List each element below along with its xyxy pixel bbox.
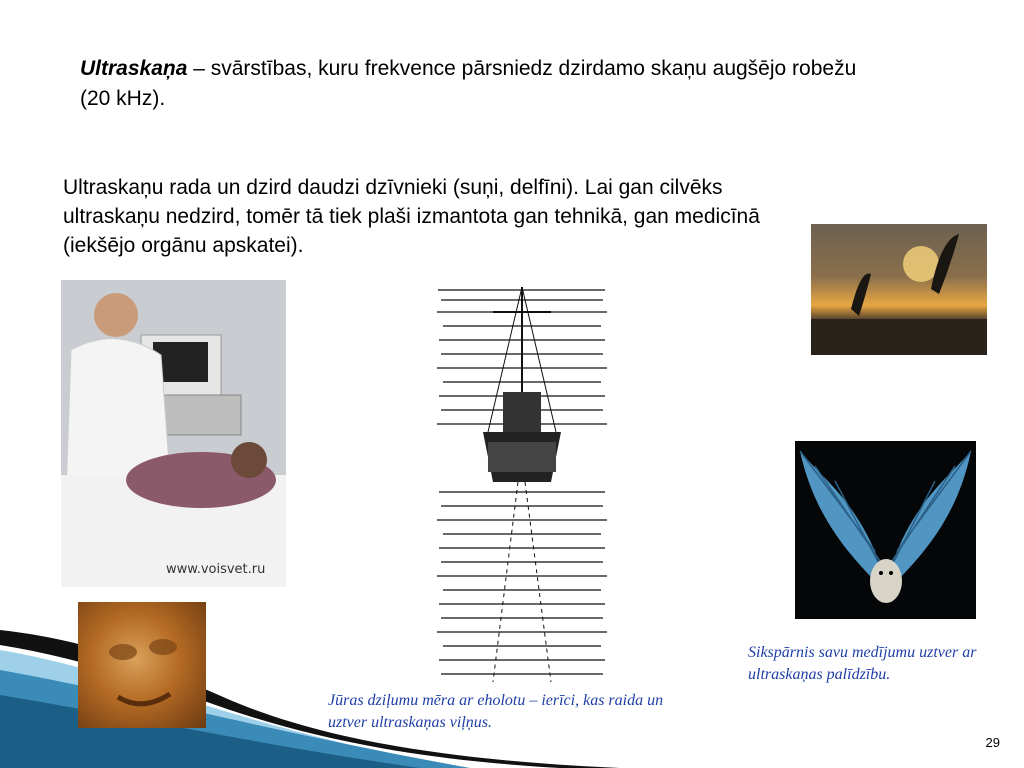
term: Ultraskaņa <box>80 57 188 80</box>
watermark-text: www.voisvet.ru <box>166 562 266 577</box>
page-number: 29 <box>985 735 1000 750</box>
bat-caption: Sikspārnis savu medījumu uztver ar ultraskaņas palīdzību. <box>748 644 977 683</box>
dolphins-photo <box>811 224 987 355</box>
main-paragraph: Ultraskaņu rada un dzird daudzi dzīvnieki (suņi, delfīni). Lai gan cilvēks ultraskaņu nedzird, tomēr tā tiek plaši izmantota gan tehnikā, gan medicīnā (iekšējo orgānu apskatei). <box>63 176 760 257</box>
ship-caption: Jūras dziļumu mēra ar eholotu – ierīci, kas raida un uztver ultraskaņas viļņus. <box>328 692 664 731</box>
definition: – svārstības, kuru frekvence pārsniedz dzirdamo skaņu augšējo robežu (20 kHz). <box>80 57 857 110</box>
fetal-ultrasound-image <box>78 602 206 728</box>
bat-photo <box>795 441 976 619</box>
ultrasound-exam-photo <box>61 280 286 587</box>
echo-sounder-ship-drawing <box>433 282 611 682</box>
definition-text <box>80 54 880 114</box>
